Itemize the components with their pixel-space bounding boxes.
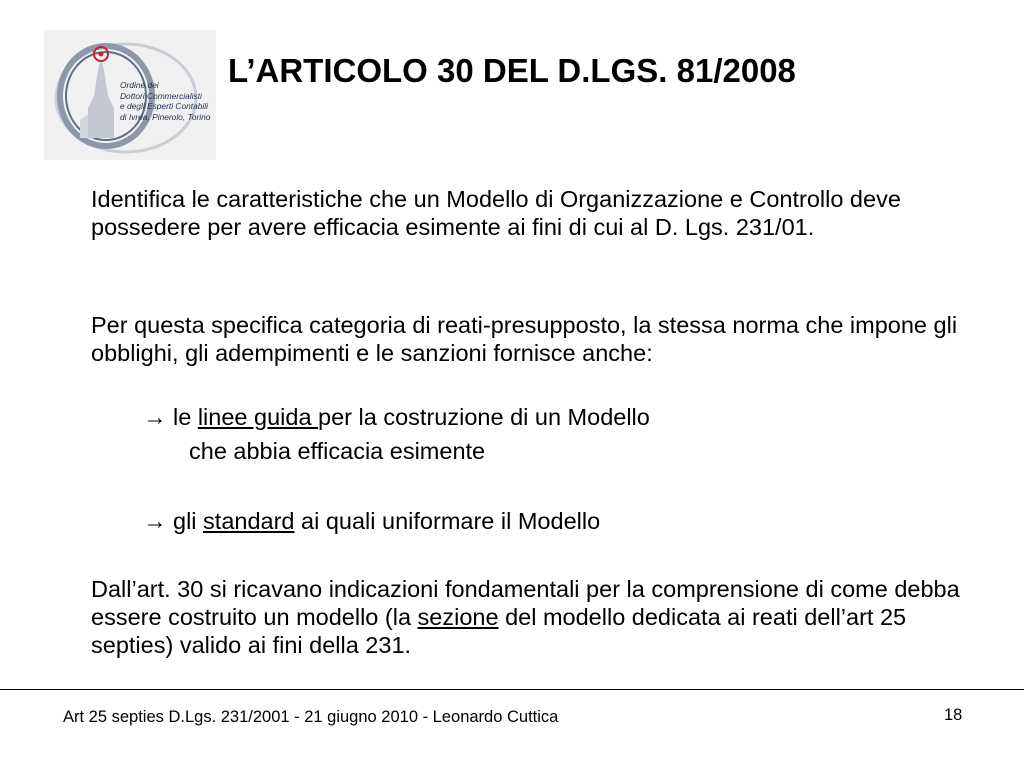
paragraph-conclusion <box>91 575 981 659</box>
paragraph-text-underlined: sezione <box>417 604 499 630</box>
bullet-standard <box>143 507 600 535</box>
logo <box>44 30 216 160</box>
logo-line: e degli Esperti Contabili <box>120 101 208 111</box>
paragraph-text-pre: Dall’art. 30 si ricavano indicazioni fondamentali per la comprensione di come debba essere costruito un modello (la <box>91 576 960 630</box>
paragraph-category: Per questa specifica categoria di reati-presupposto, la stessa norma che impone gli obblighi, gli adempimenti e le sanzioni fornisce anche: <box>91 312 958 366</box>
slide-title: L’ARTICOLO 30 DEL D.LGS. 81/2008 <box>228 52 796 89</box>
footer-text: Art 25 septies D.Lgs. 231/2001 - 21 giugno 2010 - Leonardo Cuttica <box>63 708 559 726</box>
logo-line: Ordine dei <box>120 80 159 90</box>
paragraph-intro: Identifica le caratteristiche che un Modello di Organizzazione e Controllo deve possedere per avere efficacia esimente ai fini di cui al D. Lgs. 231/01. <box>91 186 901 240</box>
bullet-text-post: per la costruzione di un Modello <box>318 404 650 430</box>
bullet-text-post: ai quali uniformare il Modello <box>294 508 601 534</box>
bullet-text-pre: gli <box>173 508 204 534</box>
logo-line: di Ivrea, Pinerolo, Torino <box>120 111 211 122</box>
bullet-text-underlined: standard <box>203 508 295 534</box>
bullet-text-underlined: linee guida <box>197 404 319 430</box>
logo-text <box>120 80 216 122</box>
logo-line: Dottori Commercialisti <box>120 90 202 101</box>
bullet-linee-guida-line2: che abbia efficacia esimente <box>189 438 486 464</box>
arrow-right-icon: → <box>143 404 167 430</box>
page-number: 18 <box>944 706 963 724</box>
arrow-right-icon: → <box>143 508 167 534</box>
bullet-text-pre: le <box>173 404 198 430</box>
paragraph-text-post: del modello dedicata ai reati dell’art 25 septies) valido ai fini della 231. <box>91 604 907 658</box>
bullet-linee-guida <box>143 403 650 431</box>
footer-divider <box>0 689 1024 690</box>
